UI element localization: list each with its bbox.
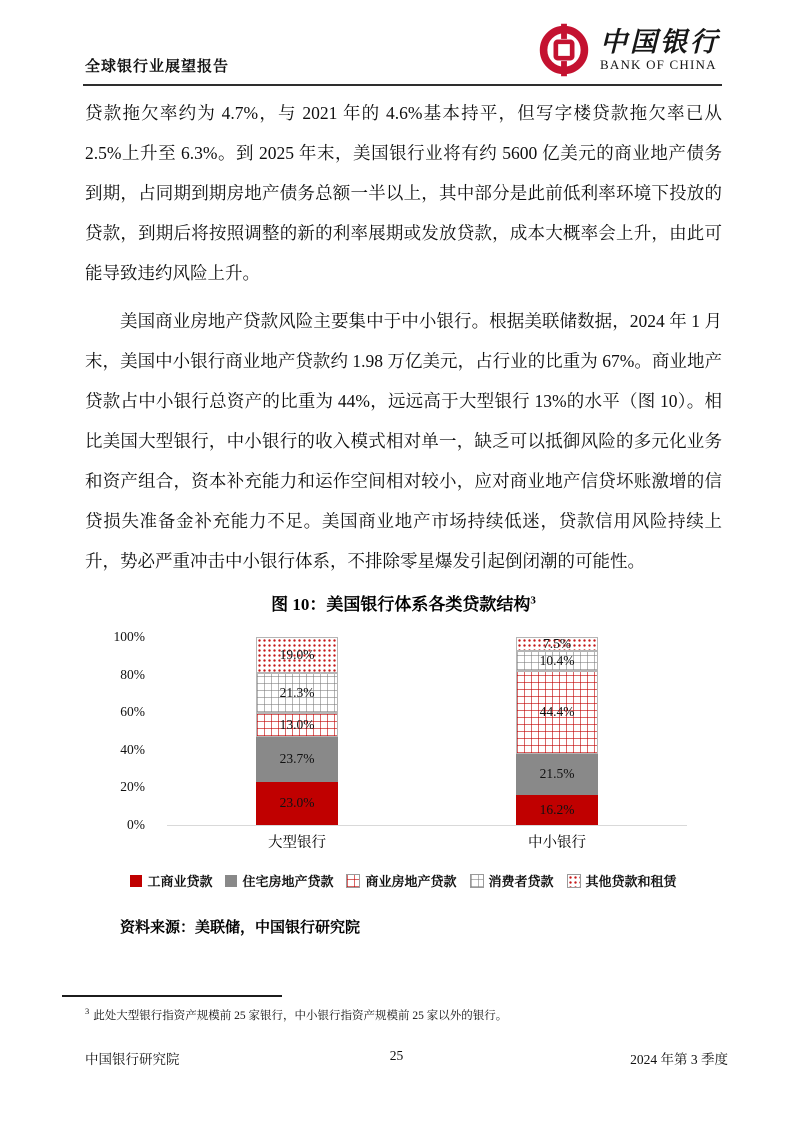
segment-value-label: 44.4% [539,704,575,720]
legend-label: 住宅房地产贷款 [242,874,334,889]
segment-value-label: 7.5% [542,636,572,652]
bar-segment [516,651,598,671]
y-axis [87,629,145,832]
paragraph: 美国商业房地产贷款风险主要集中于中小银行。根据美联储数据，2024 年 1 月末，美国中小银行商业地产贷款约 1.98 万亿美元，占行业的比重为 67%。商业地产贷款占中小银行总资产的比重为 44%，远远高于大型银行 13%的水平（图 10）。相比美国大型银行，中小银行的收入模式相对单一，缺乏可以抵御风险的多元化业务和资产组合，资本补充能力和运作空间相对较小，应对商业地产信贷坏账激增的信贷损失准备金补充能力不足。美国商业地产市场持续低迷，贷款信用风险持续上升，势必严重冲击中小银行体系，不排除零星爆发引起倒闭潮的可能性。 [85,311,722,571]
y-axis-tick-label: 0% [127,817,145,832]
y-axis-tick-label: 80% [120,666,145,682]
y-axis-tick-label: 20% [120,779,145,795]
legend-item [130,871,212,890]
legend-label: 消费者贷款 [488,874,554,889]
header-divider [83,84,722,86]
bar-segment [516,795,598,825]
bar-segment [516,671,598,754]
legend-swatch-icon [346,874,360,888]
footer-institution: 中国银行研究院 [85,1052,180,1067]
y-axis-tick-label: 40% [120,741,145,757]
y-axis-tick-label: 100% [113,629,145,644]
footnote-text: $^3$ 此处大型银行指资产规模前 25 家银行，中小银行指资产规模前 25 家以外的银行。 [85,1006,508,1022]
bar-segment [256,637,338,673]
report-title: 全球银行业展望报告 [85,59,230,75]
category-label: 中小银行 [528,835,586,851]
footer-issue: 2024 年第 3 季度 [630,1052,728,1067]
legend-label: 商业房地产贷款 [365,874,457,889]
stacked-bar [256,637,338,825]
segment-value-label: 21.5% [539,766,575,782]
page-number: 25 [389,1048,404,1063]
legend-swatch-icon [130,875,142,887]
logo-english-name: BANK OF CHINA [600,57,717,73]
figure-title-footnote-ref: 3 [530,594,536,607]
legend-label: 其他贷款和租赁 [585,874,677,889]
boc-coin-emblem-icon [536,22,592,78]
body-text [85,93,722,581]
bar-segment [256,737,338,782]
bar-segment [256,782,338,825]
figure-10 [85,590,722,937]
bank-of-china-logo [536,22,720,78]
legend-swatch-icon [225,875,237,887]
footnote-divider [62,995,282,997]
legend-swatch-icon [470,874,484,888]
bar-segment [516,754,598,794]
legend-label: 工商业贷款 [147,874,213,889]
figure-title: 图 10：美国银行体系各类贷款结构$^3$ [271,594,536,614]
segment-value-label: 19.0% [279,646,315,662]
segment-value-label: 23.7% [279,751,315,767]
legend-item [225,871,333,890]
x-axis-category-labels [167,831,687,852]
category-label: 大型银行 [268,835,326,851]
legend-swatch-icon [567,874,581,888]
footnote-marker: 3 [85,1006,90,1016]
chart-plot [167,637,687,826]
segment-value-label: 23.0% [279,795,315,811]
stacked-bar-chart [87,629,722,855]
segment-value-label: 21.3% [279,684,315,700]
y-axis-tick-label: 60% [120,704,145,720]
figure-source: 资料来源：美联储，中国银行研究院 [120,920,361,936]
segment-value-label: 16.2% [539,801,575,817]
segment-value-label: 13.0% [279,717,315,732]
page-footer [0,1048,793,1068]
legend-item [346,871,456,890]
legend-item [470,871,554,890]
legend-item [567,871,677,890]
logo-chinese-name: 中国银行 [600,27,720,57]
stacked-bar [516,637,598,825]
bar-segment [516,637,598,651]
segment-value-label: 10.4% [539,652,575,668]
footnote-area [85,995,722,1023]
paragraph: 贷款拖欠率约为 4.7%，与 2021 年的 4.6%基本持平，但写字楼贷款拖欠率已从 2.5%上升至 6.3%。到 2025 年末，美国银行业将有约 5600 亿美元的商业地产债务到期，占同期到期房地产债务总额一半以上，其中部分是此前低利率环境下投放的贷款，到期后将按照调整的新的利率展期或发放贷款，成本大概率会上升，由此可能导致违约风险上升。 [85,103,722,283]
bar-segment [256,713,338,737]
page-header [85,20,722,82]
bar-segment [256,673,338,713]
chart-legend [85,871,722,890]
logo-wordmark [600,28,720,72]
